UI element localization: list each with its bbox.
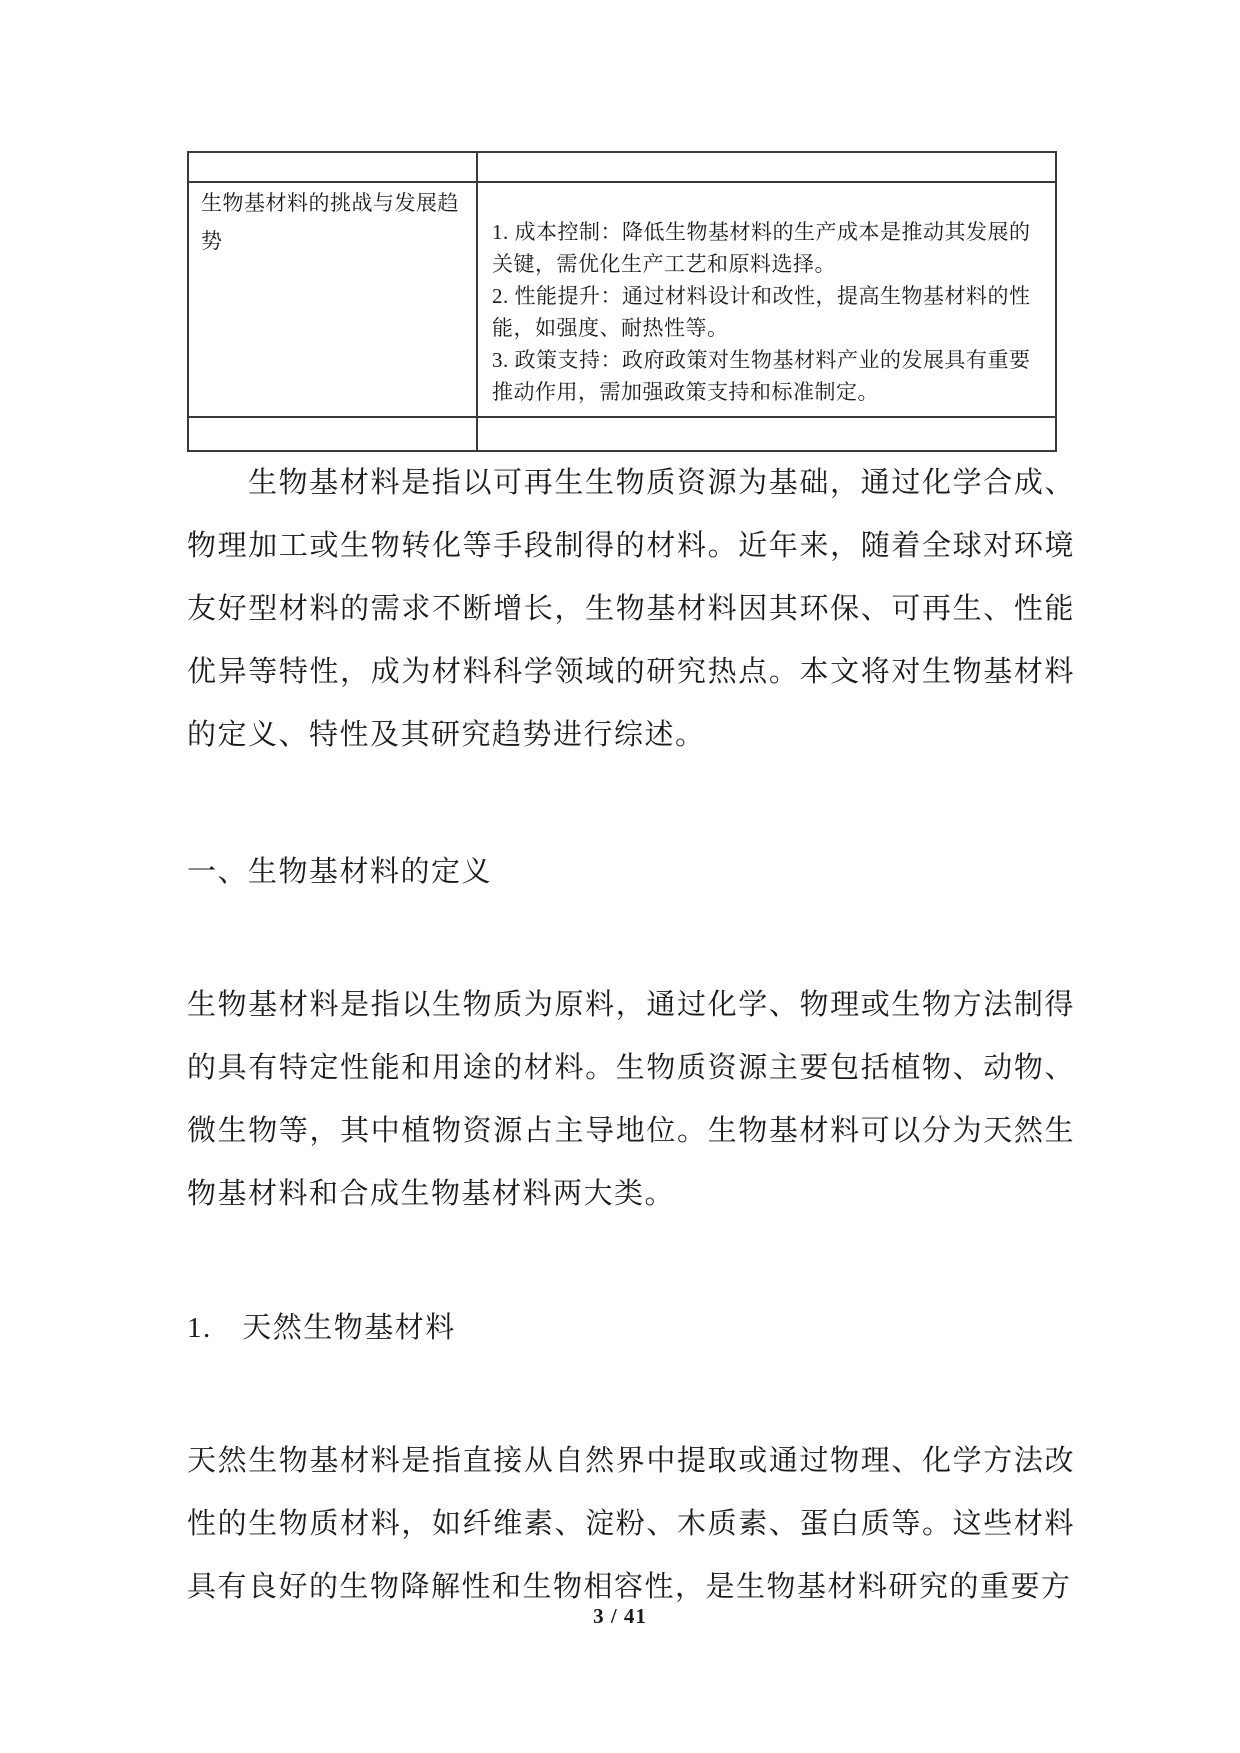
trend-table	[187, 151, 1057, 452]
intro-paragraph: 生物基材料是指以可再生生物质资源为基础，通过化学合成、物理加工或生物转化等手段制得的材料。近年来，随着全球对环境友好型材料的需求不断增长，生物基材料因其环保、可再生、性能优异等特性，成为材料科学领域的研究热点。本文将对生物基材料的定义、特性及其研究趋势进行综述。	[187, 467, 1075, 751]
page-number: 3 / 41	[593, 1604, 647, 1628]
table-cell-topic: 生物基材料的挑战与发展趋势	[188, 182, 477, 417]
natural-biobased-paragraph: 天然生物基材料是指直接从自然界中提取或通过物理、化学方法改性的生物质材料，如纤维素、淀粉、木质素、蛋白质等。这些材料具有良好的生物降解性和生物相容性，是生物基材料研究的重要方	[187, 1445, 1075, 1603]
table-row	[188, 182, 1056, 417]
table-cell-empty	[477, 152, 1056, 182]
table-row	[188, 417, 1056, 451]
document-content	[187, 151, 1075, 1619]
table-cell-empty	[188, 417, 477, 451]
table-row	[188, 152, 1056, 182]
table-cell-empty	[477, 417, 1056, 451]
section-heading-definition: 一、生物基材料的定义	[187, 856, 493, 888]
table-cell-empty	[188, 152, 477, 182]
trend-item: 1. 成本控制：降低生物基材料的生产成本是推动其发展的关键，需优化生产工艺和原料选择。	[492, 220, 1031, 276]
trend-item: 2. 性能提升：通过材料设计和改性，提高生物基材料的性能，如强度、耐热性等。	[492, 284, 1031, 340]
definition-paragraph: 生物基材料是指以生物质为原料，通过化学、物理或生物方法制得的具有特定性能和用途的材料。生物质资源主要包括植物、动物、微生物等，其中植物资源占主导地位。生物基材料可以分为天然生物基材料和合成生物基材料两大类。	[187, 989, 1075, 1210]
subsection-heading-natural-biobased: 1. 天然生物基材料	[187, 1312, 456, 1344]
table-cell-trends	[477, 182, 1056, 417]
trend-item: 3. 政策支持：政府政策对生物基材料产业的发展具有重要推动作用，需加强政策支持和标准制定。	[492, 348, 1031, 404]
